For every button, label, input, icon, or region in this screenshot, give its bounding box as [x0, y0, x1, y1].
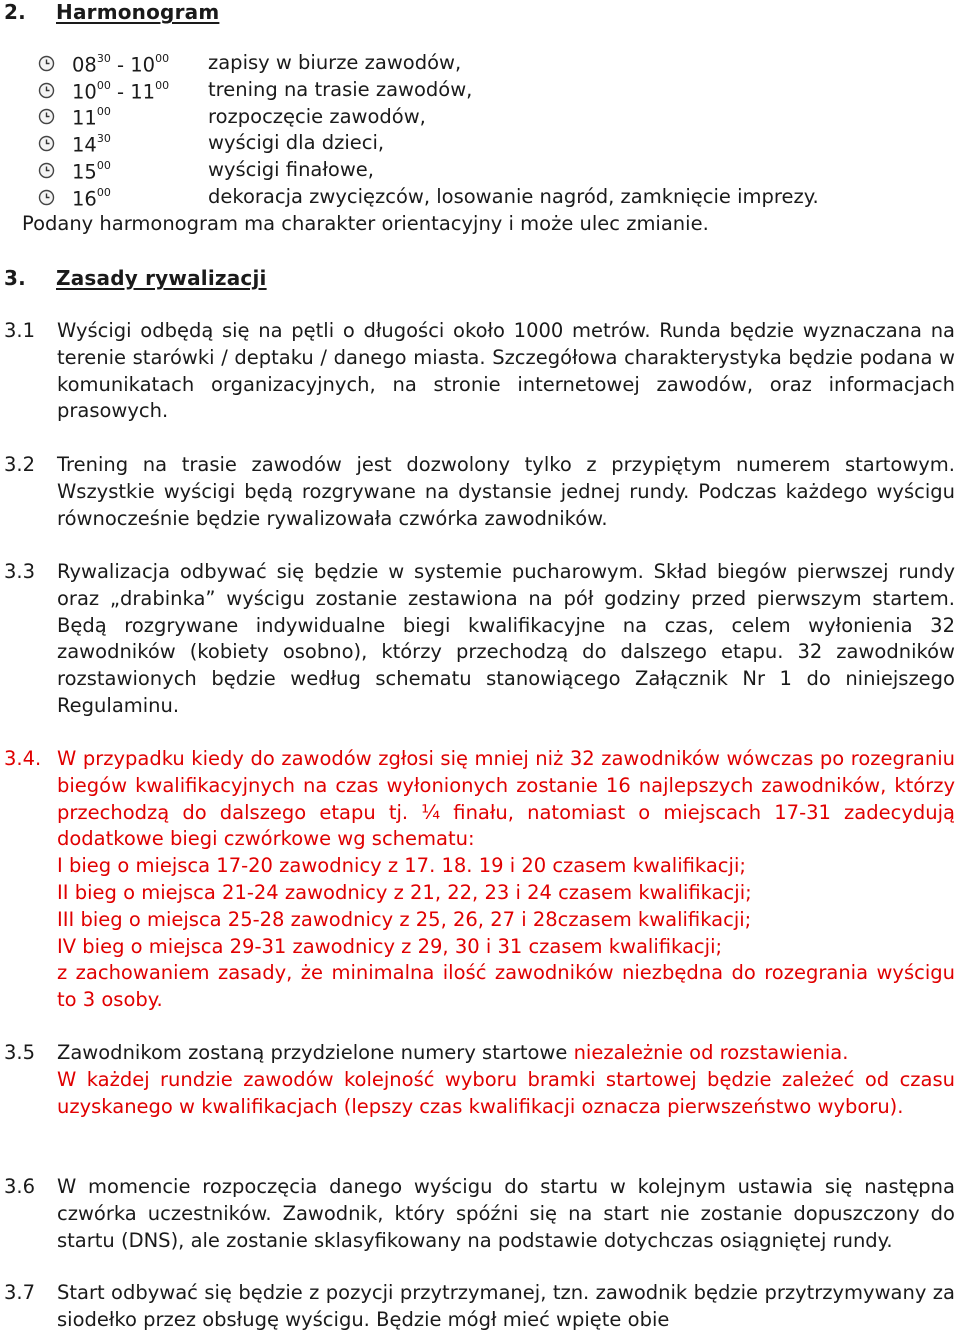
schedule-item: [38, 77, 819, 104]
schedule-time-end-minute: 00: [155, 78, 170, 92]
section-number: 3.: [4, 266, 26, 290]
rule-number: 3.6: [4, 1175, 36, 1198]
bieg-line: IV bieg o miejsca 29-31 zawodnicy z 29, 30 i 31 czasem kwalifikacji;: [57, 934, 723, 958]
schedule-text: zapisy w biurze zawodów,: [208, 51, 462, 74]
bieg-line: II bieg o miejsca 21-24 zawodnicy z 21, 22, 23 i 24 czasem kwalifikacji;: [57, 880, 752, 904]
schedule-item: [38, 104, 819, 131]
rule-3-3: [4, 559, 955, 720]
schedule-item: [38, 130, 819, 157]
rule-text: Wyścigi odbędą się na pętli o długości około 1000 metrów. Runda będzie wyznaczana na terenie starówki / deptaku / danego miasta. Szczegółowa charakterystyka będzie podana w komunikatach organizacyjnych, na stronie internetowej zawodów, oraz informacjach prasowych.: [57, 319, 955, 423]
schedule-time-end-minute: 00: [155, 51, 170, 65]
schedule-item: [38, 184, 819, 211]
schedule-item: [38, 50, 819, 77]
rule-3-2: [4, 452, 955, 532]
rule-number: 3.7: [4, 1281, 36, 1304]
schedule-time-hour: 14: [72, 133, 97, 157]
schedule-note: Podany harmonogram ma charakter orientacyjny i może ulec zmianie.: [22, 212, 709, 235]
rule-text: Trening na trasie zawodów jest dozwolony tylko z przypiętym numerem startowym. Wszystkie wyścigi będą rozgrywane na dystansie jednej rundy. Podczas każdego wyścigu równocześnie będzie rywalizowała czwórka zawodników.: [57, 453, 955, 530]
rule-text: Start odbywać się będzie z pozycji przytrzymanej, tzn. zawodnik będzie przytrzymywany za siodełko przez obsługę wyścigu. Będzie mógł mieć wpięte obie: [57, 1281, 955, 1331]
rule-text: Rywalizacja odbywać się będzie w systemie pucharowym. Skład biegów pierwszej rundy oraz „drabinka” wyścigu zostanie zestawiona na pół godziny przed pierwszym startem. Będą rozgrywane indywidualne biegi kwalifikacyjne na czas, celem wyłonienia 32 zawodników (kobiety osobno), którzy przechodzą do dalszego etapu. 32 zawodników rozstawionych będzie według schematu stanowiącego Załącznik Nr 1 do niniejszego Regulaminu.: [57, 560, 955, 717]
schedule-time-separator: -: [110, 80, 131, 104]
rule-text-highlight: niezależnie od rozstawienia.: [573, 1041, 849, 1064]
bieg-line: I bieg o miejsca 17-20 zawodnicy z 17. 18. 19 i 20 czasem kwalifikacji;: [57, 854, 746, 878]
rule-number: 3.3: [4, 560, 36, 583]
clock-icon: [38, 135, 55, 152]
rule-text-highlight-2: W każdej rundzie zawodów kolejność wyboru bramki startowej będzie zależeć od czasu uzyskanego w kwalifikacjach (lepszy czas kwalifikacji oznacza pierwszeństwo wyboru).: [57, 1067, 955, 1118]
section-title: Harmonogram: [56, 0, 220, 24]
schedule-time: [72, 182, 208, 213]
schedule-time-minute: 30: [96, 51, 111, 65]
schedule-time-separator: -: [110, 53, 131, 77]
section-heading-zasady: [4, 266, 267, 290]
rule-3-5: [4, 1040, 955, 1120]
schedule-time-minute: 30: [96, 132, 111, 146]
schedule-text: dekoracja zwycięzców, losowanie nagród, zamknięcie imprezy.: [208, 184, 819, 208]
schedule-list: [38, 50, 819, 211]
rule-body: [57, 1040, 955, 1120]
schedule-time-minute: 00: [96, 158, 111, 172]
rule-closing: z zachowaniem zasady, że minimalna ilość zawodników niezbędna do rozegrania wyścigu to 3 osoby.: [57, 961, 955, 1012]
schedule-time-hour: 11: [72, 106, 97, 130]
schedule-time-end-hour: 11: [130, 80, 156, 104]
schedule-time-minute: 00: [96, 78, 111, 92]
schedule-time-minute: 00: [96, 185, 111, 199]
schedule-text: trening na trasie zawodów,: [208, 77, 473, 101]
rule-3-4: [4, 746, 955, 1014]
schedule-text: wyścigi dla dzieci,: [208, 131, 385, 155]
schedule-time-end-hour: 10: [130, 53, 156, 77]
rule-number: 3.4.: [4, 747, 42, 770]
section-number: 2.: [4, 0, 26, 24]
section-heading-harmonogram: [4, 0, 219, 24]
rule-3-7: [4, 1280, 955, 1334]
schedule-item: [38, 157, 819, 184]
clock-icon: [38, 55, 55, 72]
bieg-line: III bieg o miejsca 25-28 zawodnicy z 25, 26, 27 i 28czasem kwalifikacji;: [57, 907, 752, 931]
clock-icon: [38, 162, 55, 179]
rule-body: [57, 746, 955, 1014]
rule-text: Zawodnikom zostaną przydzielone numery startowe: [57, 1041, 574, 1064]
clock-icon: [38, 82, 55, 99]
schedule-text: rozpoczęcie zawodów,: [208, 104, 426, 128]
section-title: Zasady rywalizacji: [56, 266, 267, 290]
rule-text: W przypadku kiedy do zawodów zgłosi się mniej niż 32 zawodników wówczas po rozegraniu biegów kwalifikacyjnych na czas wyłonionych zostanie 16 najlepszych zawodników, którzy przechodzą do dalszego etapu tj. ¼ finału, natomiast o miejscach 17-31 zadecydują dodatkowe biegi czwórkowe wg schematu:: [57, 747, 955, 851]
schedule-time-hour: 08: [72, 53, 97, 77]
schedule-time-hour: 15: [72, 160, 97, 184]
rule-number: 3.5: [4, 1041, 36, 1064]
schedule-time-minute: 00: [96, 105, 111, 119]
schedule-time-hour: 10: [72, 80, 97, 104]
schedule-text: wyścigi finałowe,: [208, 158, 374, 182]
schedule-time-hour: 16: [72, 187, 97, 211]
clock-icon: [38, 189, 55, 206]
rule-text: W momencie rozpoczęcia danego wyścigu do startu w kolejnym ustawia się następna czwórka uczestników. Zawodnik, który spóźni się na start nie zostanie dopuszczony do startu (DNS), ale zostanie sklasyfikowany na podstawie dotychczas osiągniętej rundy.: [57, 1175, 955, 1252]
rule-number: 3.1: [4, 319, 36, 342]
rule-3-1: [4, 318, 955, 425]
clock-icon: [38, 108, 55, 125]
rule-number: 3.2: [4, 453, 36, 476]
rule-3-6: [4, 1174, 955, 1254]
